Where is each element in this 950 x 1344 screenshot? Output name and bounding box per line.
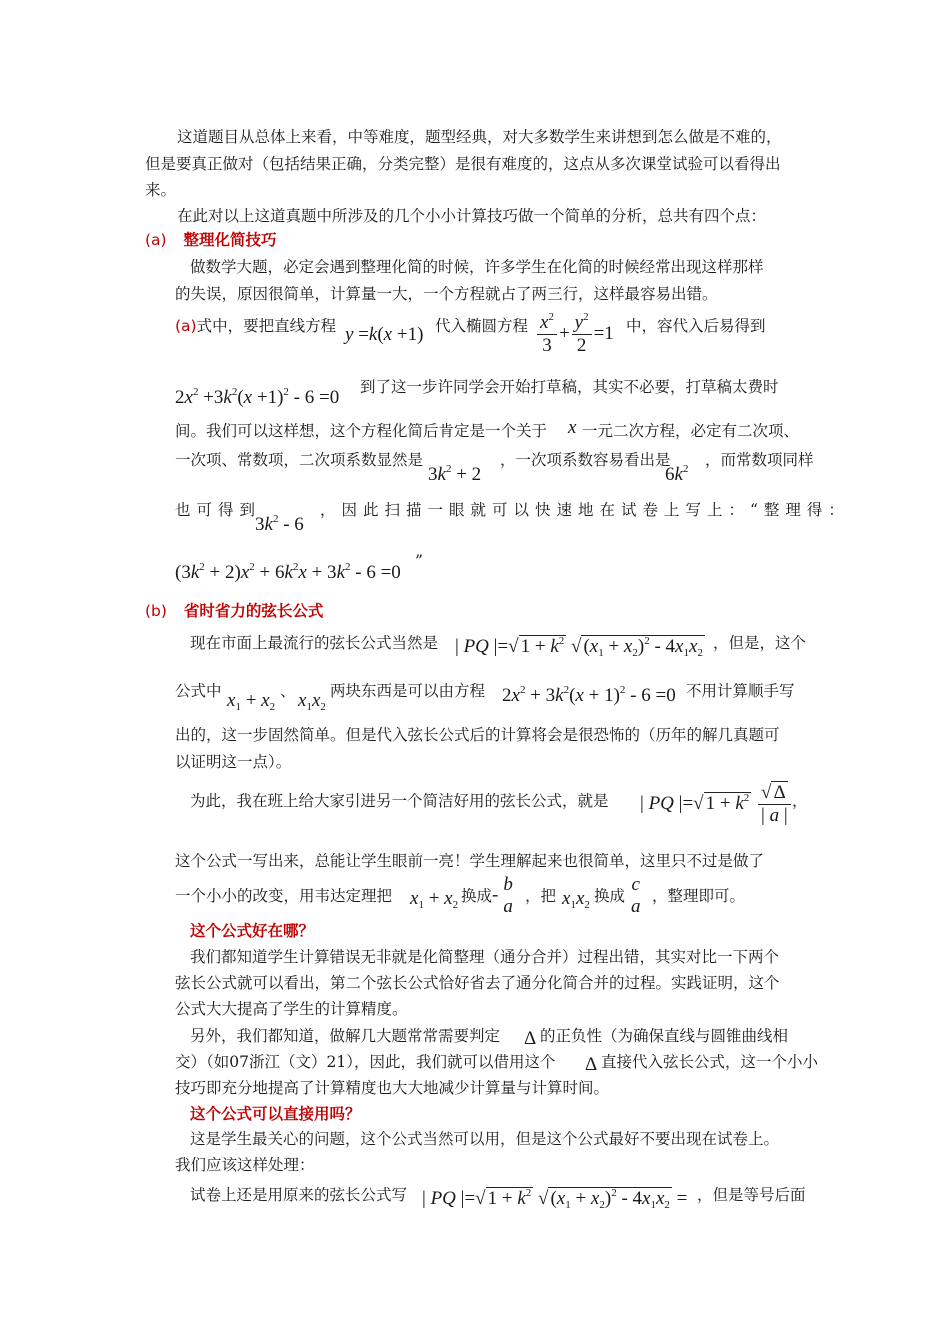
section-a-substitution-intro (175, 313, 336, 339)
text-span: 的正负性（为确保直线与圆锥曲线相 (540, 1027, 789, 1045)
section-a-label: (a) (145, 231, 167, 249)
minus-b-over-a: - b a (492, 874, 513, 917)
product-of-roots: $x_1x_2$ (562, 888, 590, 911)
simplified-equation: $(3k^2 + 2)x^2 + 6k^2x + 3k^2 - 6 =0$ (175, 561, 401, 583)
question-2-heading: 这个公式可以直接用吗？ (190, 1105, 361, 1123)
text-span: ，但是，这个 (713, 634, 807, 652)
simplified-chord-formula: | PQ |=√ $1 + k^2$ $\frac{√ \Delta}{| a |}$ (640, 782, 793, 827)
intro-line-1: 这道题目从总体上来看，中等难度，题型经典，对大多数学生来讲想到怎么做是不难的， (177, 128, 782, 146)
section-a-title: 整理化简技巧 (183, 231, 277, 249)
text-span: 以证明这一点）。 (175, 753, 292, 771)
text-span: ，而常数项同样 (705, 451, 814, 469)
c-over-a: c a (631, 874, 641, 917)
text-span: 公式大大提高了学生的计算精度。 (175, 1000, 408, 1018)
text-span: 换成 (461, 887, 493, 905)
chord-length-formula: | PQ |=√ $1 + k^2$ √ $(x_1 + x_2)^2 - 4x_1x_2$ (455, 635, 703, 659)
text-span: 公式中 (175, 682, 222, 700)
section-a-heading (145, 227, 277, 253)
constant-term: $3k^2 - 6$ (255, 513, 304, 535)
line-equation: y =k(x +1) (345, 324, 424, 345)
text-span: 出的，这一步固然简单。但是代入弦长公式后的计算将会是很恐怖的（历年的解几真题可 (175, 726, 780, 744)
text-span: 试卷上还是用原来的弦长公式写 (190, 1186, 408, 1204)
text-span: 两块东西是可以由方程 (330, 682, 486, 700)
product-of-roots: $x_1x_2$ (298, 690, 326, 713)
chord-length-formula-repeat: | PQ |=√ $1 + k^2$ √ $(x_1 + x_2)^2 - 4x_1x_2$ = (422, 1187, 688, 1211)
text-span: 到了这一步许同学会开始打草稿，其实不必要，打草稿太费时 (360, 378, 779, 396)
text-span: ，但是等号后面 (697, 1186, 806, 1204)
section-b-title: 省时省力的弦长公式 (183, 602, 324, 620)
text-span: 、 (280, 682, 296, 700)
delta-symbol: Δ (585, 1054, 598, 1075)
text-span: 直接代入弦长公式，这一个小小 (601, 1053, 819, 1071)
sum-of-roots: $x_1 + x_2$ (227, 690, 276, 713)
section-a-para-1: 做数学大题，必定会遇到整理化简的时候，许多学生在化简的时候经常出现这样那样 (190, 258, 764, 276)
intro-line-4: 在此对以上这道真题中所涉及的几个小小计算技巧做一个简单的分析，总共有四个点： (177, 207, 767, 225)
text-span: 代入椭圆方程 (435, 317, 529, 335)
text-span: 也可得到 (175, 501, 262, 519)
text-span: 技巧即充分地提高了计算精度也大大地减少计算量与计算时间。 (175, 1079, 610, 1097)
text-span: 一次项、常数项，二次项系数显然是 (175, 451, 424, 469)
section-a-line-5 (175, 418, 547, 444)
text-span: 为此，我在班上给大家引进另一个简洁好用的弦长公式，就是 (190, 792, 609, 810)
text-span: 这个公式一写出来，总能让学生眼前一亮！学生理解起来也很简单，这里只不过是做了 (175, 852, 765, 870)
ellipse-equation: $\frac{x^2}{3}$ + $\frac{y^2}{2}$ =1 (535, 312, 614, 357)
text-span: ，把 (525, 887, 557, 905)
text-span: 式中，要把直线方程 (196, 317, 337, 335)
text-span: 我们应该这样处理： (175, 1156, 315, 1174)
section-a-ref-label: (a) (175, 317, 197, 335)
text-span: 弦长公式就可以看出，第二个弦长公式恰好省去了通分化简合并的过程。实践证明，这个 (175, 974, 780, 992)
text-span: 不用计算顺手写 (686, 682, 795, 700)
linear-coefficient: $6k^2$ (665, 463, 689, 485)
text-span: ，整理即可。 (652, 887, 746, 905)
text-span: 一个小小的改变，用韦达定理把 (175, 887, 393, 905)
section-b-heading (145, 598, 323, 624)
text-span: ， (792, 792, 808, 810)
text-span: 一元二次方程，必定有二次项、 (582, 422, 800, 440)
sum-of-roots: $x_1 + x_2$ (410, 888, 459, 911)
expanded-equation: $2x^2 +3k^2(x +1)^2 - 6 =0$ (175, 386, 340, 408)
variable-x: x (568, 417, 577, 438)
intro-line-2: 但是要真正做对（包括结果正确，分类完整）是很有难度的，这点从多次课堂试验可以看得出 (145, 155, 781, 173)
quadratic-coefficient: $3k^2 + 2$ (428, 463, 482, 485)
text-span: 这是学生最关心的问题，这个公式当然可以用，但是这个公式最好不要出现在试卷上。 (190, 1130, 780, 1148)
intro-line-3: 来。 (145, 181, 177, 199)
delta-symbol: Δ (524, 1028, 537, 1049)
text-span: 换成 (594, 887, 626, 905)
text-span: 交）（如07浙江（文）21），因此，我们就可以借用这个 (175, 1053, 556, 1071)
text-span: 间。我们可以这样想，这个方程化简后肯定是一个关于 (175, 422, 548, 440)
text-span: 另外，我们都知道，做解几大题常常需要判定 (190, 1027, 501, 1045)
section-b-label: (b) (145, 602, 167, 620)
text-span: ” (415, 552, 423, 570)
text-span: 中，容代入后易得到 (626, 317, 766, 335)
expanded-equation-ref: $2x^2 + 3k^2(x + 1)^2 - 6 =0$ (502, 684, 676, 706)
text-span: ，一次项系数容易看出是 (500, 451, 671, 469)
section-a-para-2: 的失误，原因很简单，计算量一大，一个方程就占了两三行，这样最容易出错。 (175, 285, 718, 303)
text-span: 现在市面上最流行的弦长公式当然是 (190, 634, 439, 652)
text-span: 我们都知道学生计算错误无非就是化简整理（通分合并）过程出错，其实对比一下两个 (190, 948, 780, 966)
text-span: ，因此扫描一眼就可以快速地在试卷上写上：“整理得： (320, 501, 850, 519)
question-1-heading: 这个公式好在哪？ (190, 922, 315, 940)
